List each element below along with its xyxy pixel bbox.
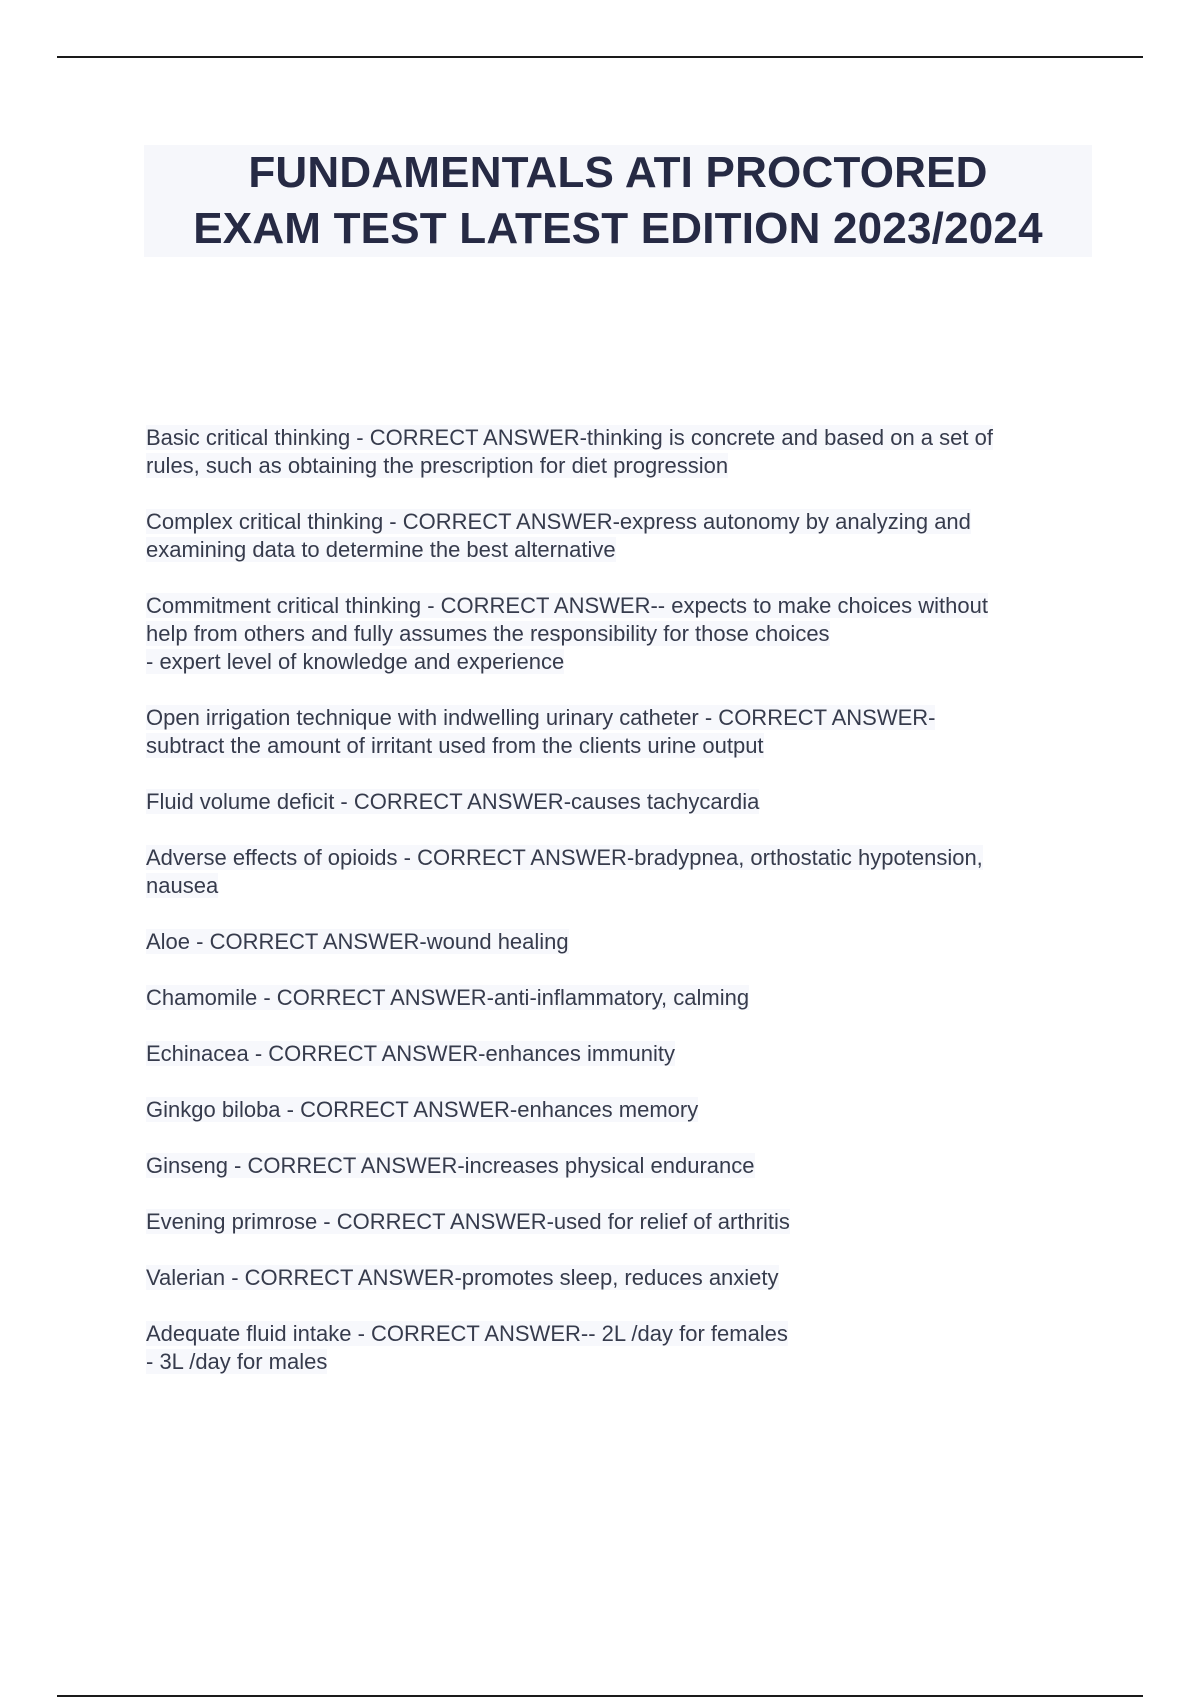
qa-entry-line — [146, 1320, 1086, 1348]
qa-entry — [146, 1320, 1086, 1376]
qa-entry — [146, 704, 1086, 760]
qa-entry-text: Ginkgo biloba - CORRECT ANSWER-enhances memory — [146, 1097, 699, 1122]
qa-entry-line — [146, 452, 1086, 480]
top-rule — [57, 56, 1143, 58]
qa-entry — [146, 508, 1086, 564]
qa-entry-text: Complex critical thinking - CORRECT ANSWER-express autonomy by analyzing and — [146, 509, 971, 534]
qa-entry-line — [146, 928, 1086, 956]
qa-entry-text: Commitment critical thinking - CORRECT ANSWER-- expects to make choices without — [146, 593, 988, 618]
document-title — [144, 145, 1092, 257]
qa-entry — [146, 424, 1086, 480]
qa-entry-text: Open irrigation technique with indwelling urinary catheter - CORRECT ANSWER- — [146, 705, 936, 730]
qa-entry-line — [146, 872, 1086, 900]
qa-entry-text: Chamomile - CORRECT ANSWER-anti-inflammatory, calming — [146, 985, 750, 1010]
qa-entry-line — [146, 844, 1086, 872]
qa-entry — [146, 1264, 1086, 1292]
qa-entry-text: Ginseng - CORRECT ANSWER-increases physical endurance — [146, 1153, 755, 1178]
qa-entry — [146, 1208, 1086, 1236]
qa-entry-line — [146, 1264, 1086, 1292]
qa-entry-line — [146, 536, 1086, 564]
qa-entry — [146, 1096, 1086, 1124]
qa-entry-text: Fluid volume deficit - CORRECT ANSWER-causes tachycardia — [146, 789, 760, 814]
qa-entry-text: Adequate fluid intake - CORRECT ANSWER-- 2L /day for females — [146, 1321, 788, 1346]
qa-entry-text: Basic critical thinking - CORRECT ANSWER-thinking is concrete and based on a set of — [146, 425, 993, 450]
title-line-2: EXAM TEST LATEST EDITION 2023/2024 — [193, 204, 1043, 253]
qa-entry-line — [146, 648, 1086, 676]
qa-entry — [146, 984, 1086, 1012]
qa-entry — [146, 788, 1086, 816]
qa-entry-text: - 3L /day for males — [146, 1349, 328, 1374]
qa-entry-line — [146, 508, 1086, 536]
qa-entry — [146, 1040, 1086, 1068]
qa-entry-line — [146, 788, 1086, 816]
qa-entry-line — [146, 984, 1086, 1012]
qa-entry-text: Adverse effects of opioids - CORRECT ANSWER-bradypnea, orthostatic hypotension, — [146, 845, 983, 870]
title-line-1: FUNDAMENTALS ATI PROCTORED — [248, 148, 988, 197]
qa-entry-line — [146, 1152, 1086, 1180]
qa-entry-line — [146, 1096, 1086, 1124]
qa-entry — [146, 592, 1086, 676]
qa-entry-line — [146, 620, 1086, 648]
qa-entry-line — [146, 704, 1086, 732]
qa-entry — [146, 844, 1086, 900]
bottom-rule — [57, 1695, 1143, 1697]
qa-entry-line — [146, 592, 1086, 620]
qa-entry-line — [146, 424, 1086, 452]
qa-entry-text: subtract the amount of irritant used from the clients urine output — [146, 733, 764, 758]
qa-entry-text: - expert level of knowledge and experience — [146, 649, 565, 674]
qa-entry-text: Echinacea - CORRECT ANSWER-enhances immunity — [146, 1041, 675, 1066]
qa-entry-text: rules, such as obtaining the prescription for diet progression — [146, 453, 729, 478]
qa-entry-line — [146, 1208, 1086, 1236]
qa-entry-text: examining data to determine the best alternative — [146, 537, 616, 562]
qa-entry — [146, 928, 1086, 956]
qa-entry-line — [146, 1040, 1086, 1068]
qa-entry-text: Evening primrose - CORRECT ANSWER-used for relief of arthritis — [146, 1209, 790, 1234]
qa-entry-text: nausea — [146, 873, 219, 898]
qa-entry-line — [146, 1348, 1086, 1376]
qa-entry-line — [146, 732, 1086, 760]
qa-entry-text: help from others and fully assumes the responsibility for those choices — [146, 621, 830, 646]
qa-entry-text: Valerian - CORRECT ANSWER-promotes sleep, reduces anxiety — [146, 1265, 779, 1290]
qa-entry-text: Aloe - CORRECT ANSWER-wound healing — [146, 929, 569, 954]
qa-entry — [146, 1152, 1086, 1180]
qa-list — [146, 424, 1086, 1404]
